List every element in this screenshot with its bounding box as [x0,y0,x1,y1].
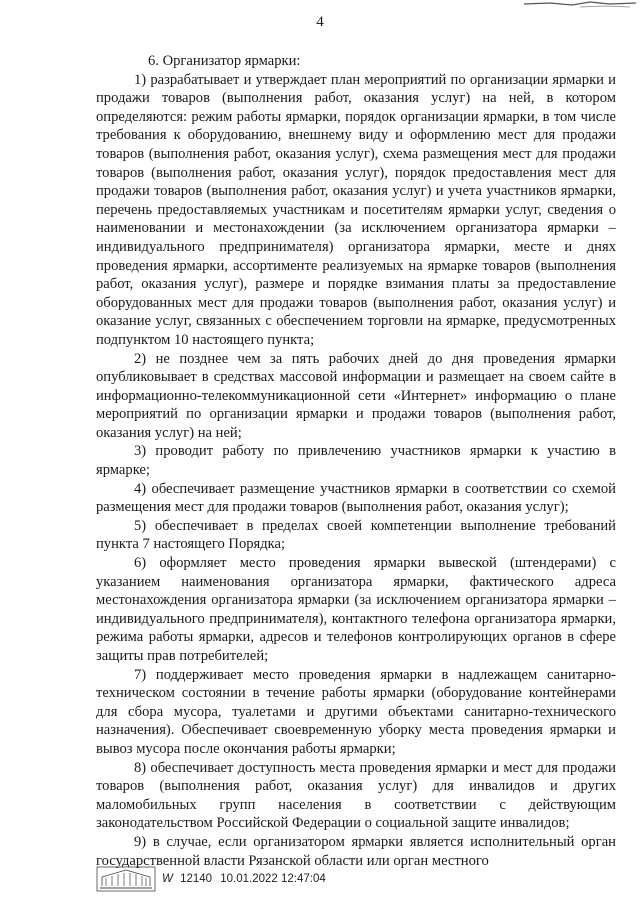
paragraph-item-4: 4) обеспечивает размещение участников ярмарки в соответствии со схемой размещения мест для продажи товаров (выполнения работ, оказания услуг); [96,480,616,516]
section-heading: 6. Организатор ярмарки: [148,53,301,69]
footer-symbol: W [162,873,173,885]
document-footer [96,864,326,894]
paragraph-item-9: 9) в случае, если организатором ярмарки является исполнительный орган государственной власти Рязанской области или орган местного [96,833,616,869]
page-number: 4 [316,14,324,30]
paragraph-item-3: 3) проводит работу по привлечению участников ярмарки к участию в ярмарке; [96,443,616,479]
document-body [96,52,616,870]
paragraph-item-1: 1) разрабатывает и утверждает план мероприятий по организации ярмарки и продажи товаров (выполнения работ, оказания услуг) на ней, в котором определяются: режим работы ярмарки, порядок организации ярмарки, в том числе требования к оборудованию, внешнему виду и оформлению мест для продажи товаров (выполнения работ, оказания услуг), схема размещения мест для продажи товаров (выполнения работ, оказания услуг), порядок предоставления мест для продажи товаров (выполнения работ, оказания услуг) и учета участников ярмарки, перечень предоставляемых участникам и посетителям ярмарки услуг, сведения о наименовании и местонахождении (за исключением организатора ярмарки – индивидуального предпринимателя) организатора ярмарки, месте и днях проведения ярмарки, ассортименте реализуемых на ярмарке товаров (выполнения работ, оказания услуг), размере и порядке взимания платы за предоставление оборудованных мест для продажи товаров (выполнения работ, оказания услуг) и оказание услуг, связанных с обеспечением торговли на ярмарке, предусмотренных подпунктом 10 настоящего пункта; [96,71,616,348]
paragraph-item-5: 5) обеспечивает в пределах своей компетенции выполнение требований пункта 7 настоящего Порядка; [96,517,616,553]
paragraph-item-7: 7) поддерживает место проведения ярмарки в надлежащем санитарно-техническом состоянии в течение работы ярмарки (оборудование контейнерами для сбора мусора, туалетами и другими объектами санитарно-технического назначения). Обеспечивает своевременную уборку места проведения ярмарки и вывоз мусора после окончания работы ярмарки; [96,666,616,757]
document-timestamp: 10.01.2022 12:47:04 [220,873,326,885]
document-id-line [162,873,326,885]
paragraph-item-2: 2) не позднее чем за пять рабочих дней до дня проведения ярмарки опубликовывает в средствах массовой информации и размещает на своем сайте в информационно-телекоммуникационной сети «Интернет» информацию о плане мероприятий по организации ярмарки и продажи товаров (выполнения работ, оказания услуг) на ней; [96,350,616,441]
paragraph-item-8: 8) обеспечивает доступность места проведения ярмарки и мест для продажи товаров (выполнения работ, оказания услуг) для инвалидов и других маломобильных групп населения в соответствии с действующим законодательством Российской Федерации о социальной защите инвалидов; [96,759,616,832]
document-number: 12140 [180,873,213,885]
building-stamp-icon [96,866,156,892]
scan-edge-mark [520,0,640,10]
paragraph-item-6: 6) оформляет место проведения ярмарки вывеской (штендерами) с указанием наименования организатора ярмарки, фактического адреса местонахождения организатора ярмарки (за исключением организатора ярмарки – индивидуального предпринимателя), контактного телефона организатора ярмарки, режима работы ярмарки, адресов и телефонов контролирующих органов в сфере защиты прав потребителей; [96,555,616,664]
